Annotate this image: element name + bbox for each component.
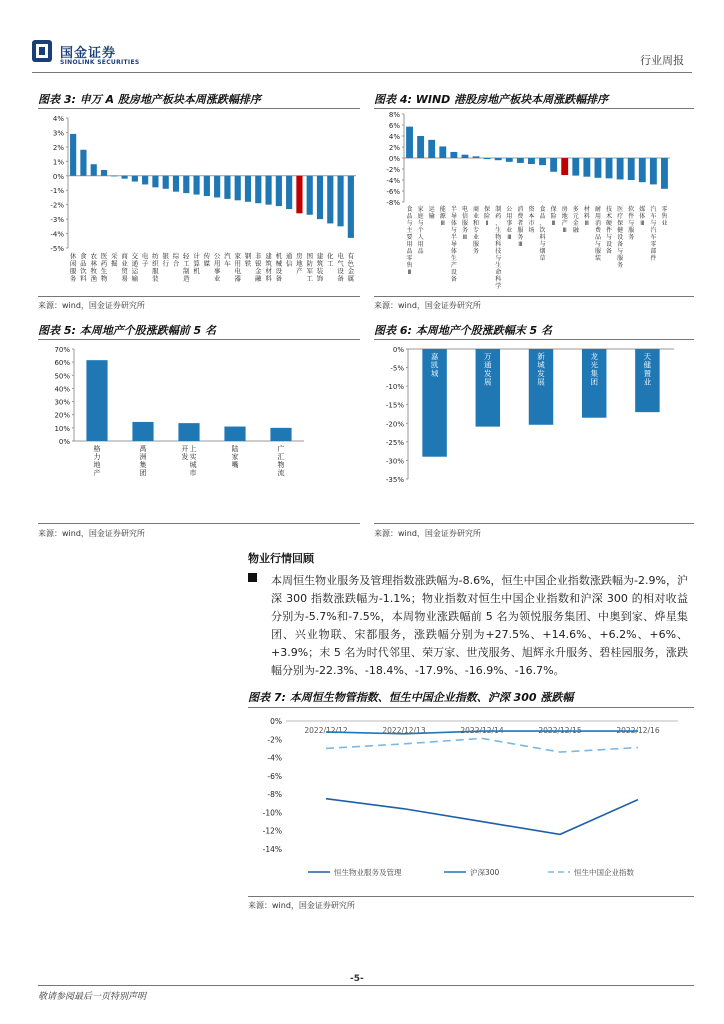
category-label: 媒体 Ⅲ [639,206,646,227]
bar [462,155,469,158]
bar [183,176,189,193]
bar [132,422,153,441]
bar [650,158,657,184]
y-tick-label: 0% [52,172,64,181]
category-label: 化工 [327,252,334,268]
bar [406,127,413,158]
fig6-title: 图表 6: 本周地产个股涨跌幅末 5 名 [374,324,553,337]
brand-name: 国金证券 [60,46,117,61]
y-tick-label: 0% [58,438,70,446]
fig3-chart [38,110,360,296]
fig5-title-rule [38,339,360,340]
x-tick-label: 2022/12/12 [304,726,348,735]
category-label: 耐用消费品与服装 [594,206,601,262]
category-label: 上实城市 [189,445,197,477]
y-tick-label: 0% [270,717,282,726]
bar [86,360,107,441]
bar [484,158,491,159]
category-label: 农林牧渔 [90,252,97,283]
bar [91,164,97,176]
bar [193,176,199,195]
legend-label: 恒生中国企业指数 [574,868,634,877]
bar [224,176,230,199]
fig6-source-rule [374,523,694,524]
category-label: 建筑装饰 [316,252,324,283]
brand-name-en: SINOLINK SECURITIES [60,59,140,66]
bar [152,176,158,188]
category-label: 软件与服务 [628,206,635,241]
bar [439,146,446,158]
bar [495,158,502,160]
y-tick-label: -12% [262,826,282,836]
y-tick-label: -6% [267,771,282,781]
category-label: 汽车 [224,252,231,268]
fig4-source: 来源：wind，国金证券研究所 [374,301,481,310]
y-tick-label: -4% [267,753,282,763]
category-label: 轻工制造 [183,252,190,283]
category-label: 消费者服务 Ⅲ [517,206,524,248]
category-label: 家用电器 [234,252,241,283]
y-tick-label: 2% [388,144,400,152]
category-label: 银行 [162,252,169,268]
bar [80,150,86,176]
fig3-source: 来源：wind，国金证券研究所 [38,301,145,310]
category-label: 制药、生物科技与生命科学 [495,206,502,290]
bar [178,423,199,441]
fig4-title: 图表 4: WIND 港股房地产板块本周涨跌幅排序 [374,93,609,106]
report-type: 行业周报 [640,54,684,67]
bar [132,176,138,182]
bar [307,176,313,215]
fig4-title-rule [374,108,694,109]
category-label: 采掘 [111,252,118,268]
y-tick-label: 8% [388,111,400,119]
bar [70,134,76,176]
bar [506,158,513,162]
bar [628,158,635,180]
bar [101,170,107,176]
category-label: 食品、饮料与烟草 [539,206,546,262]
y-tick-label: 6% [388,122,400,130]
bar [528,158,535,164]
category-label: 食品饮料 [80,252,87,283]
bar [173,176,179,192]
paragraph-text: 本周恒生物业服务及管理指数涨跌幅为-8.6%，恒生中国企业指数涨跌幅为-2.9%，沪深 300 指数涨跌幅为-1.1%；物业指数对恒生中国企业指数和沪深 300 的相对收益分别为-5.7%和-7.5%，本周物业涨跌幅前 5 名为领悦服务集团、中奥到家、烨星集团、兴业物联、宋都服务，涨跌幅分别为+27.5%、+14.6%、+6.2%、+6%、+3.9%；末 5 名为时代邻里、荣万家、世茂服务、旭辉永升服务、碧桂园服务，涨跌幅分别为-22.3%、-18.4%、-17.9%、-16.9%、-16.7%。 [271,574,688,677]
bar [450,152,457,158]
y-tick-label: -5% [390,364,404,373]
category-label: 传媒 [203,252,211,268]
fig6-chart [374,341,694,523]
bar-category-label: 天健置业 [643,352,652,387]
category-label: 广汇物流 [277,445,285,477]
page-number: -5- [350,974,364,984]
bar [121,176,127,179]
category-label: 零售业 [661,206,668,227]
category-label: 非银金融 [255,252,262,283]
fig7-source: 来源：wind，国金证券研究所 [248,901,355,910]
y-tick-label: -6% [386,188,400,196]
section-paragraph [248,572,688,680]
fig7-source-rule [248,896,694,897]
y-tick-label: -4% [386,177,400,185]
category-label: 运输 [428,206,435,220]
category-label: 通信 [285,252,293,268]
x-tick-label: 2022/12/15 [538,726,582,735]
fig6-source: 来源：wind，国金证券研究所 [374,529,481,538]
bar [617,158,624,179]
fig4-source-rule [374,296,694,297]
bar [661,158,668,189]
category-label: 综合 [172,252,180,268]
category-label: 能源 Ⅲ [439,206,446,227]
category-label: 钢铁 [244,252,252,268]
x-tick-label: 2022/12/14 [460,726,504,735]
y-tick-label: -14% [262,845,282,854]
category-label: 汽车与汽车零部件 [650,206,657,262]
y-tick-label: 0% [388,155,400,163]
category-label: 多元金融 [572,206,579,234]
y-tick-label: -2% [50,201,64,210]
footer-rule [38,985,694,986]
fig7-chart [248,709,694,895]
y-tick-label: -30% [385,457,404,466]
bar [428,140,435,158]
bar [204,176,210,196]
category-label: 电信服务 Ⅲ [461,206,468,241]
bar-category-label: 龙光集团 [590,352,598,387]
bar [550,158,557,172]
fig3-title: 图表 3: 申万 A 股房地产板块本周涨跌幅排序 [38,93,261,106]
category-label: 商业贸易 [121,252,128,283]
y-tick-label: 60% [54,359,70,368]
y-tick-label: -5% [50,245,64,253]
bar [245,176,251,202]
category-label: 休闲服务 [69,252,77,283]
y-tick-label: -3% [50,216,64,225]
bar [265,176,271,205]
category-label: 陆家嘴 [231,445,239,469]
series-line [326,799,638,835]
y-tick-label: 50% [54,372,70,381]
bar [539,158,546,165]
category-label: 房地产 [296,252,303,275]
bar [327,176,333,224]
bar [296,176,302,214]
footer-disclaimer: 敬请参阅最后一页特别声明 [38,992,147,1002]
x-tick-label: 2022/12/13 [382,726,426,735]
fig7-title-rule [248,707,694,708]
y-tick-label: 3% [52,129,64,138]
y-tick-label: -1% [50,187,64,196]
category-label: 商业和专业服务 [473,206,480,255]
fig7-title: 图表 7: 本周恒生物管指数、恒生中国企业指数、沪深 300 涨跌幅 [248,691,574,704]
bar [276,176,282,206]
y-tick-label: 10% [54,424,70,433]
fig3-title-rule [38,108,360,109]
bar [417,136,424,158]
bar [163,176,169,189]
category-label: 建筑材料 [265,252,272,283]
series-line [326,738,638,752]
y-tick-label: 40% [54,385,70,394]
category-label: 公用事业 Ⅲ [506,206,513,241]
bar [572,158,579,176]
bar [639,158,646,182]
category-label: 计算机 [193,252,200,275]
category-label: 保险 Ⅲ [550,206,557,227]
bar [595,158,602,178]
fig3-source-rule [38,296,360,297]
category-label: 禹洲集团 [139,445,147,477]
category-label: 开发 [181,445,189,461]
bar [286,176,292,209]
fig5-title: 图表 5: 本周地产个股涨跌幅前 5 名 [38,324,217,337]
section-title: 物业行情回顾 [248,552,314,565]
category-label: 国防军工 [306,252,313,283]
bar [235,176,241,201]
header-rule [32,72,692,73]
bar [348,176,354,238]
y-tick-label: -10% [385,383,404,392]
y-tick-label: 4% [388,133,400,141]
category-label: 医药生物 [100,252,108,283]
fig5-source-rule [38,523,360,524]
sinolink-logo-icon [32,40,52,62]
category-label: 保险 Ⅱ [484,206,491,227]
y-tick-label: -8% [267,790,282,800]
y-tick-label: -10% [262,808,282,818]
bar [606,158,613,178]
bar [111,176,117,177]
y-tick-label: -2% [267,735,282,745]
category-label: 房地产 Ⅲ [561,206,568,234]
category-label: 医疗保健设备与服务 [617,206,624,269]
category-label: 机械设备 [275,252,283,283]
category-label: 电气设备 [337,252,344,283]
category-label: 技术硬件与设备 [606,206,613,255]
fig5-source: 来源：wind，国金证券研究所 [38,529,145,538]
y-tick-label: -2% [386,166,400,174]
y-tick-label: 0% [392,346,404,354]
fig6-title-rule [374,339,694,340]
bar-category-label: 嘉凯城 [430,352,439,378]
y-tick-label: -35% [385,476,404,484]
category-label: 资本市场 [528,206,535,234]
category-label: 电子 [141,252,149,268]
bar [270,428,291,441]
y-tick-label: 70% [54,346,70,354]
bar [517,158,524,163]
y-tick-label: -15% [385,401,404,410]
bar [473,156,480,158]
category-label: 材料 Ⅲ [583,206,590,227]
bar [561,158,568,175]
category-label: 有色金属 [347,252,355,283]
category-label: 家庭与个人用品 [417,206,424,255]
category-label: 交通运输 [131,252,139,283]
legend-label: 恒生物业服务及管理 [334,868,402,877]
category-label: 食品与主要用品零售 Ⅲ [406,206,413,276]
y-tick-label: -25% [385,438,404,447]
bar-category-label: 新城发展 [537,352,545,387]
bar [317,176,323,219]
x-tick-label: 2022/12/16 [616,726,660,735]
y-tick-label: 1% [52,158,64,167]
bar [583,158,590,177]
y-tick-label: 2% [52,143,64,152]
y-tick-label: -8% [386,199,400,207]
y-tick-label: 30% [54,398,70,407]
legend-label: 沪深300 [470,868,500,877]
bar [337,176,343,227]
y-tick-label: -20% [385,420,404,429]
y-tick-label: 4% [52,115,64,123]
bullet-square-icon [248,573,257,582]
bar [214,176,220,198]
category-label: 公用事业 [213,252,221,283]
y-tick-label: -4% [50,230,64,239]
fig5-chart [38,341,360,523]
fig4-chart [374,110,694,296]
category-label: 纺织服装 [152,252,159,283]
bar [255,176,261,203]
category-label: 半导体与半导体生产设备 [450,206,457,283]
y-tick-label: 20% [54,411,70,420]
bar [142,176,148,185]
category-label: 格力地产 [93,445,101,477]
bar-category-label: 万通发展 [484,352,492,387]
bar [224,427,245,441]
